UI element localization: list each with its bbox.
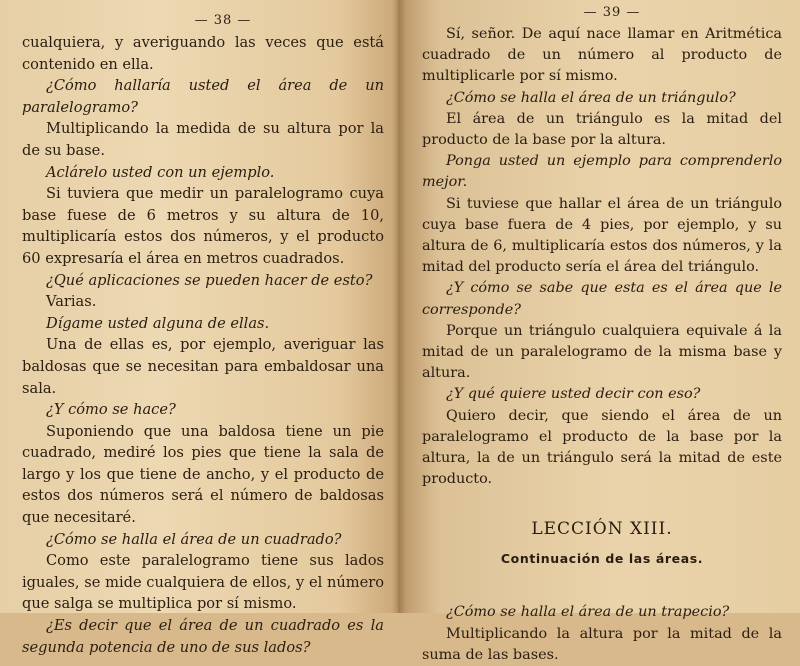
answer: Una de ellas es, por ejemplo, averiguar las baldosas que se necesitan para embaldosar una sala. — [22, 336, 384, 397]
question: ¿Cómo se halla el área de un cuadrado? — [46, 530, 342, 548]
answer: Varias. — [46, 293, 97, 311]
answer: Como este paralelogramo tiene sus lados iguales, se mide cualquiera de ellos, y el número que salga se multiplica por sí mismo. — [22, 552, 384, 613]
answer: Si tuviese que hallar el área de un triángulo cuya base fuera de 4 pies, por ejemplo, y su altura de 6, multiplicaría estos dos números, y la mitad del producto sería el área del triángulo. — [422, 195, 782, 276]
question: ¿Cómo se halla el área de un trapecio? — [446, 604, 730, 621]
question: ¿Cómo se halla el área de un triángulo? — [446, 89, 736, 106]
answer: Multiplicando la altura por la mitad de la suma de las bases. — [422, 625, 782, 663]
lesson-title: LECCIÓN XIII. — [531, 519, 673, 540]
question: ¿Cómo hallaría usted el área de un paralelogramo? — [22, 77, 384, 116]
lesson-subtitle: Continuación de las áreas. — [500, 551, 704, 567]
question: ¿Y cómo se hace? — [46, 401, 176, 419]
answer: Quiero decir, que siendo el área de un paralelogramo el producto de la base por la altura, la de un triángulo será la mitad de este producto. — [422, 407, 782, 488]
question: ¿Es decir que el área de un cuadrado es la segunda potencia de uno de sus lados? — [22, 617, 384, 656]
question: Dígame usted alguna de ellas. — [46, 314, 270, 332]
answer: Sí, señor. De aquí nace llamar en Aritmética cuadrado de un número al producto de multiplicarle por sí mismo. — [422, 26, 782, 85]
answer: Si tuviera que medir un paralelogramo cuya base fuese de 6 metros y su altura de 10, multiplicaría estos dos números, y el producto 60 expresaría el área en metros cuadrados. — [22, 185, 384, 267]
answer: Multiplicando la medida de su altura por la de su base. — [22, 120, 384, 159]
page-number-left: — 38 — — [194, 13, 252, 28]
answer: El área de un triángulo es la mitad del producto de la base por la altura. — [422, 110, 782, 149]
paragraph: cualquiera, y averiguando las veces que está contenido en ella. — [22, 34, 384, 73]
question: Aclárelo usted con un ejemplo. — [46, 163, 275, 181]
question: Ponga usted un ejemplo para comprenderlo mejor. — [422, 153, 782, 191]
answer: Porque un triángulo cualquiera equivale á la mitad de un paralelogramo de la misma base y altura. — [422, 322, 782, 382]
question: ¿Y qué quiere usted decir con eso? — [446, 386, 701, 403]
right-page — [398, 0, 800, 663]
page-number-right: — 39 — — [583, 5, 641, 20]
question: ¿Y cómo se sabe que esta es el área que le corresponde? — [422, 280, 782, 318]
left-page — [0, 0, 398, 656]
question: ¿Qué aplicaciones se pueden hacer de esto? — [46, 271, 373, 289]
answer: Suponiendo que una baldosa tiene un pie cuadrado, mediré los pies que tiene la sala de largo y los que tiene de ancho, y el producto de estos dos números será el número de baldosas que necesitaré. — [22, 422, 384, 527]
